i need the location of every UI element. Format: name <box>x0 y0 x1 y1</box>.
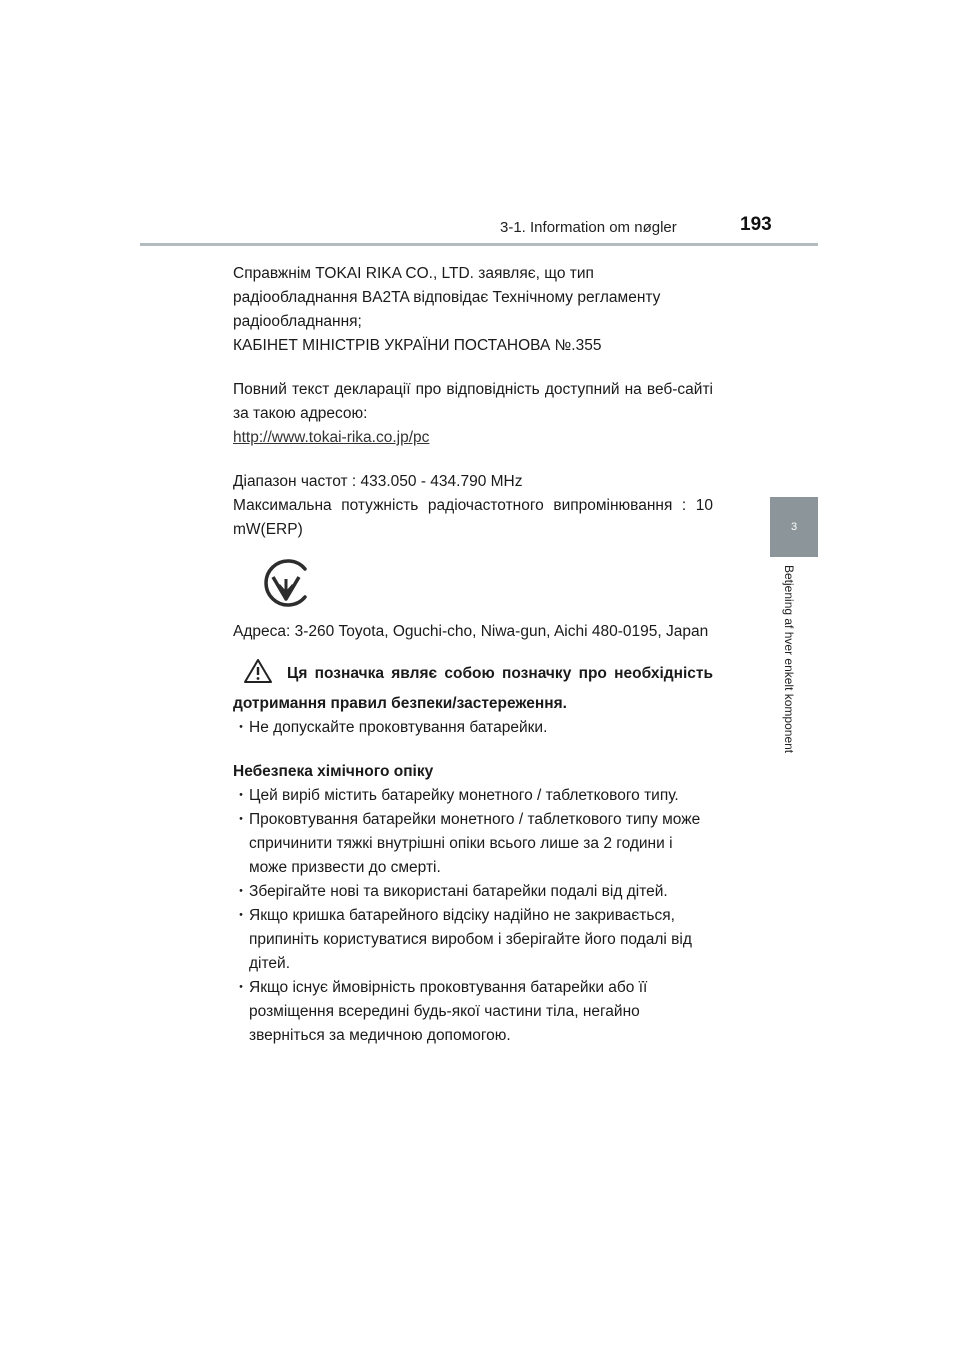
chemical-burn-heading: Небезпека хімічного опіку <box>233 763 434 780</box>
list-item: ･ Якщо кришка батарейного відсіку надійно не закривається, припиніть користуватися виробом і зберігайте його подалі від дітей. <box>233 904 713 976</box>
warning-notice <box>233 658 713 716</box>
bullet-symbol: ･ <box>237 979 245 996</box>
bullet-symbol: ･ <box>237 787 245 804</box>
warning-text: Ця позначка являє собою позначку про необхідність дотримання правил безпеки/застереження. <box>233 665 713 712</box>
section-title: 3-1. Information om nøgler <box>500 219 677 236</box>
bullet-symbol: ･ <box>237 719 245 736</box>
ukraine-conformity-mark-icon <box>259 556 313 610</box>
list-item: ･ Зберігайте нові та використані батарейки подалі від дітей. <box>233 880 713 904</box>
declaration-link[interactable]: http://www.tokai-rika.co.jp/pc <box>233 429 430 446</box>
chapter-number: 3 <box>790 521 798 533</box>
page-number: 193 <box>740 214 772 235</box>
radiated-power: Максимальна потужність радіочастотного випромінювання : 10 mW(ERP) <box>233 497 713 538</box>
spacer <box>233 358 713 378</box>
bullet-symbol: ･ <box>237 907 245 924</box>
declaration-line: КАБІНЕТ МІНІСТРІВ УКРАЇНИ ПОСТАНОВА №.355 <box>233 337 602 354</box>
spacer <box>233 450 713 470</box>
warning-bullet: ･ Не допускайте проковтування батарейки. <box>233 716 713 740</box>
bullet-symbol: ･ <box>237 811 245 828</box>
warning-triangle-icon <box>243 658 273 692</box>
declaration-line: Справжнім TOKAI RIKA CO., LTD. заявляє, що тип <box>233 265 594 282</box>
declaration-line: радіообладнання; <box>233 313 362 330</box>
spacer <box>233 644 713 658</box>
chapter-title: Betjening af hver enkelt komponent <box>782 565 796 754</box>
chapter-tab <box>770 497 818 557</box>
list-item: ･ Цей виріб містить батарейку монетного / таблеткового типу. <box>233 784 713 808</box>
spacer <box>233 740 713 760</box>
frequency-range: Діапазон частот : 433.050 - 434.790 MHz <box>233 473 523 490</box>
manufacturer-address: Адреса: 3-260 Toyota, Oguchi-cho, Niwa-gun, Aichi 480-0195, Japan <box>233 623 709 640</box>
list-item: ･ Якщо існує ймовірність проковтування батарейки або її розміщення всередині будь-якої частини тіла, негайно зверніться за медичною допомогою. <box>233 976 713 1048</box>
fulltext-paragraph: Повний текст декларації про відповідність доступний на веб-сайті за такою адресою: <box>233 381 713 422</box>
declaration-line: радіообладнання BA2TA відповідає Технічному регламенту <box>233 289 661 306</box>
bullet-symbol: ･ <box>237 883 245 900</box>
page-content <box>233 262 713 1048</box>
header-divider <box>140 243 818 246</box>
list-item: ･ Проковтування батарейки монетного / таблеткового типу може спричинити тяжкі внутрішні опіки всього лише за 2 години і може призвести до смерті. <box>233 808 713 880</box>
